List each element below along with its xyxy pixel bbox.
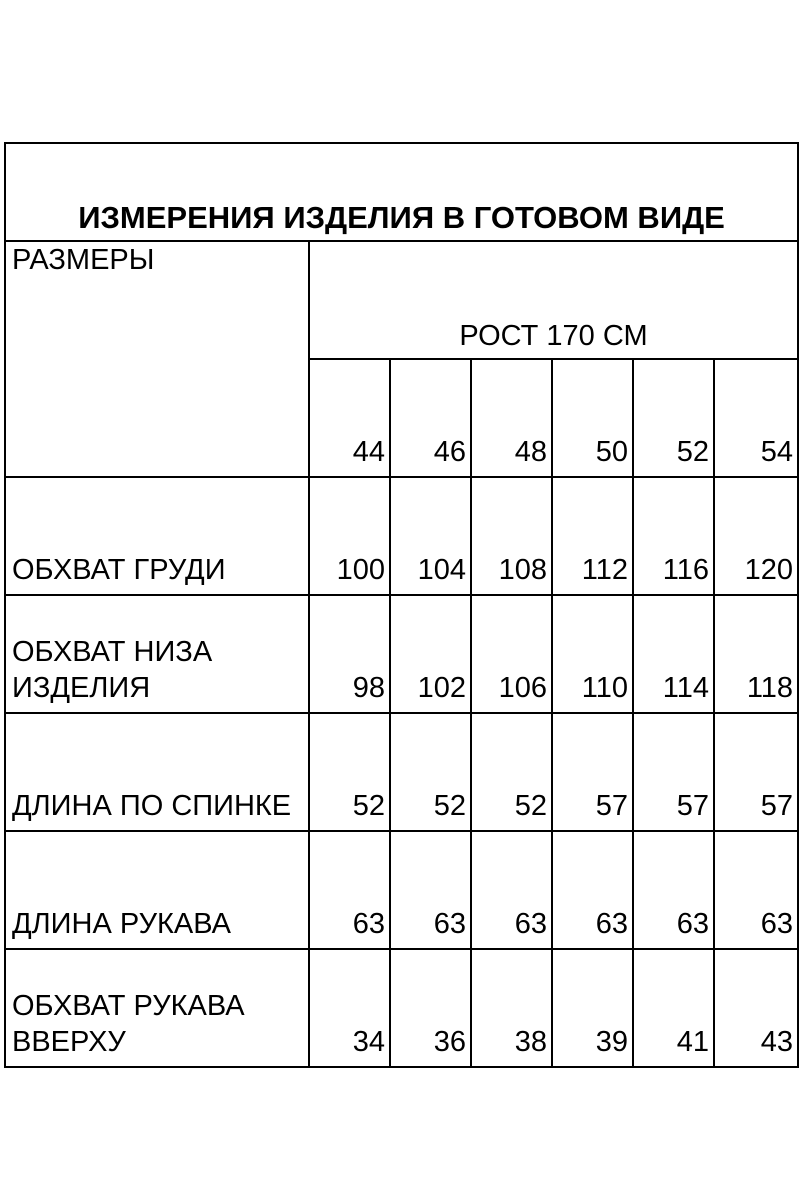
height-row [5,241,798,359]
size-value: 52 [633,359,714,477]
sleeve-girth-value: 39 [552,949,633,1067]
sleeve-length-value: 63 [309,831,390,949]
back-length-row [5,713,798,831]
chest-value: 120 [714,477,798,595]
row-label-sleeve-girth: ОБХВАТ РУКАВА ВВЕРХУ [5,949,309,1067]
sleeve-girth-value: 38 [471,949,552,1067]
sleeve-length-value: 63 [633,831,714,949]
sleeve-length-row [5,831,798,949]
back-length-value: 57 [552,713,633,831]
sleeve-girth-value: 43 [714,949,798,1067]
row-label-hem: ОБХВАТ НИЗА ИЗДЕЛИЯ [5,595,309,713]
hem-value: 98 [309,595,390,713]
hem-value: 106 [471,595,552,713]
row-label-sizes: РАЗМЕРЫ [5,241,309,477]
hem-value: 114 [633,595,714,713]
row-label-back-length: ДЛИНА ПО СПИНКЕ [5,713,309,831]
hem-row [5,595,798,713]
hem-value: 110 [552,595,633,713]
sleeve-length-value: 63 [714,831,798,949]
title-row [5,143,798,241]
chest-value: 112 [552,477,633,595]
back-length-value: 57 [714,713,798,831]
sleeve-girth-value: 41 [633,949,714,1067]
sleeve-girth-value: 34 [309,949,390,1067]
sleeve-girth-row [5,949,798,1067]
sleeve-length-value: 63 [471,831,552,949]
chest-value: 104 [390,477,471,595]
size-value: 50 [552,359,633,477]
chest-row [5,477,798,595]
chest-value: 116 [633,477,714,595]
table-title: ИЗМЕРЕНИЯ ИЗДЕЛИЯ В ГОТОВОМ ВИДЕ [5,143,798,241]
back-length-value: 57 [633,713,714,831]
size-value: 48 [471,359,552,477]
chest-value: 108 [471,477,552,595]
back-length-value: 52 [390,713,471,831]
size-value: 46 [390,359,471,477]
sleeve-girth-value: 36 [390,949,471,1067]
size-value: 54 [714,359,798,477]
sleeve-length-value: 63 [390,831,471,949]
sleeve-length-value: 63 [552,831,633,949]
row-label-sleeve-length: ДЛИНА РУКАВА [5,831,309,949]
hem-value: 102 [390,595,471,713]
height-label: РОСТ 170 СМ [309,241,798,359]
back-length-value: 52 [309,713,390,831]
row-label-chest: ОБХВАТ ГРУДИ [5,477,309,595]
hem-value: 118 [714,595,798,713]
size-value: 44 [309,359,390,477]
back-length-value: 52 [471,713,552,831]
chest-value: 100 [309,477,390,595]
size-chart-table [4,142,799,1068]
